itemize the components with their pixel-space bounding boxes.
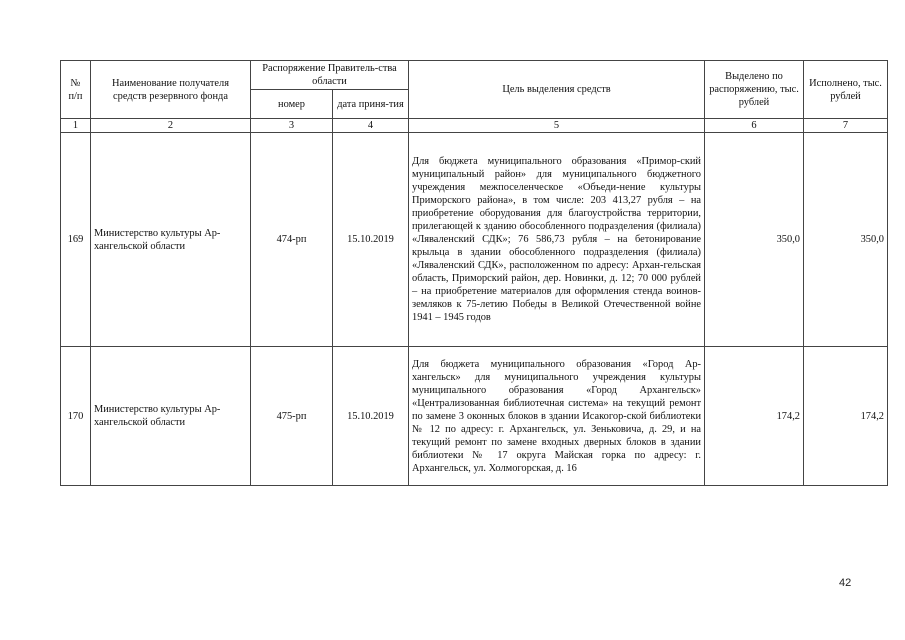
row-order-date: 15.10.2019 — [333, 133, 409, 347]
column-number: 2 — [91, 119, 251, 133]
row-number: 169 — [61, 133, 91, 347]
header-order-number: номер — [251, 90, 333, 119]
row-allocated: 350,0 — [705, 133, 804, 347]
header-order-date: дата приня-тия — [333, 90, 409, 119]
column-number: 6 — [705, 119, 804, 133]
column-number-row — [61, 119, 888, 133]
header-number: № п/п — [61, 61, 91, 119]
header-order-group: Распоряжение Правитель-ства области — [251, 61, 409, 90]
reserve-fund-table — [60, 60, 888, 486]
row-executed: 350,0 — [804, 133, 888, 347]
header-recipient: Наименование получателя средств резервного фонда — [91, 61, 251, 119]
header-row — [61, 61, 888, 90]
row-recipient: Министерство культуры Ар-хангельской области — [91, 133, 251, 347]
column-number: 3 — [251, 119, 333, 133]
row-recipient: Министерство культуры Ар-хангельской области — [91, 347, 251, 486]
row-purpose: Для бюджета муниципального образования «Примор-ский муниципальный район» для муниципального бюджетного учреждения межпоселенческое «Объеди-нение культуры Приморского района», в том числе: 203 413,27 рубля – на приобретение оборудования для благоустройства территории, прилегающей к зданию обособленного подразделения (филиала) «Ляваленский СДК»; 76 586,73 рубля – на бетонирование крыльца в здании обособленного подразделения (филиала) «Ляваленский СДК», расположенном по адресу: Архан-гельская область, Приморский район, дер. Новинки, д. 12; 70 000 рублей – на приобретение материалов для оформления стенда воинов-земляков к 75-летию Победы в Великой Отечественной войне 1941 – 1945 годов — [409, 133, 705, 347]
row-order-number: 475-рп — [251, 347, 333, 486]
column-number: 7 — [804, 119, 888, 133]
row-purpose: Для бюджета муниципального образования «Город Ар-хангельск» для муниципального учреждения культуры муниципального образования «Город Архангельск» «Централизованная библиотечная система» на текущий ремонт по замене 3 оконных блоков в здании Исакогор-ской библиотеки № 12 по адресу: г. Архангельск, ул. Зеньковича, д. 29, и на текущий ремонт по замене входных дверных блоков в здании библиотеки № 17 округа Майская горка по адресу: г. Архангельск, ул. Холмогорская, д. 16 — [409, 347, 705, 486]
header-purpose: Цель выделения средств — [409, 61, 705, 119]
page-number: 42 — [839, 577, 852, 589]
row-number: 170 — [61, 347, 91, 486]
row-executed: 174,2 — [804, 347, 888, 486]
row-allocated: 174,2 — [705, 347, 804, 486]
header-executed: Исполнено, тыс. рублей — [804, 61, 888, 119]
column-number: 4 — [333, 119, 409, 133]
header-allocated: Выделено по распоряжению, тыс. рублей — [705, 61, 804, 119]
column-number: 1 — [61, 119, 91, 133]
table-row — [61, 133, 888, 347]
column-number: 5 — [409, 119, 705, 133]
row-order-date: 15.10.2019 — [333, 347, 409, 486]
row-order-number: 474-рп — [251, 133, 333, 347]
table-row — [61, 347, 888, 486]
